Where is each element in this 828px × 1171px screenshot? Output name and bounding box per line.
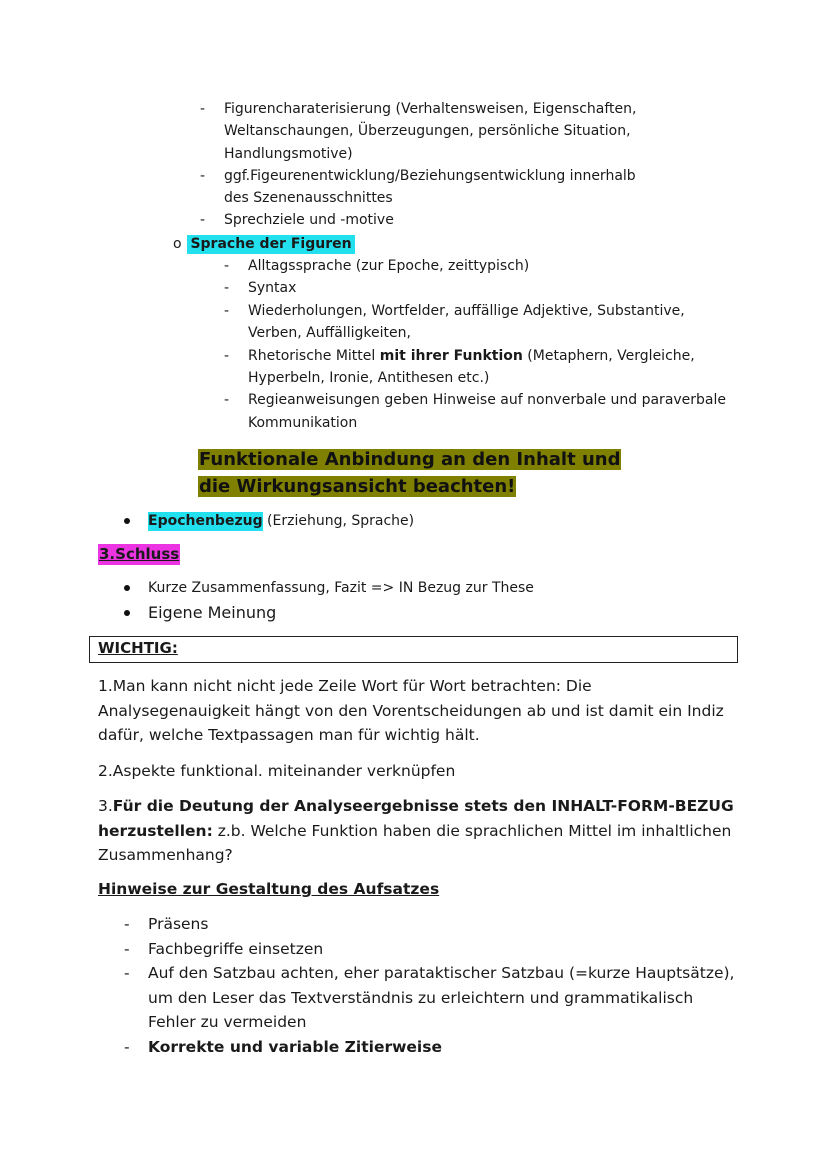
hinweise-list [148,912,738,1059]
sprache-heading [173,234,355,254]
schluss-heading [98,544,180,565]
list-item [248,345,728,390]
item-text: Rhetorische Mittel [248,347,380,364]
list-item [148,1035,738,1060]
item-bold-text: mit ihrer Funktion [379,347,523,364]
list-item: - Syntax [248,277,728,299]
list-item: - Sprechziele und -motive [224,209,654,231]
wichtig-paragraph-1: 1.Man kann nicht nicht jede Zeile Wort für Wort betrachten: Die Analysegenauigkeit hängt von den Vorentscheidungen ab und ist damit ein Indiz dafür, welche Textpassagen man für wichtig hält. [98,677,724,744]
character-analysis-list [224,98,654,232]
bullet-icon [124,518,130,524]
list-item: - Alltagssprache (zur Epoche, zeittypisch) [248,255,728,277]
paragraph-bold-text: Für die Deutung der Analyseergebnisse stets den INHALT-FORM-BEZUG herzustellen: [98,797,734,840]
item-text: (Metaphern, Vergleiche, Hyperbeln, Ironie, Antithesen etc.) [248,347,695,387]
circle-bullet-icon: o [173,236,182,252]
list-item: - ggf.Figeurenentwicklung/Beziehungsentwicklung innerhalb des Szenenausschnittes [224,165,654,210]
callout-text: Funktionale Anbindung an den Inhalt und die Wirkungsansicht beachten! [199,449,621,497]
epoche-label: Epochenbezug [148,513,263,529]
epoche-rest: (Erziehung, Sprache) [262,513,415,529]
hinweise-heading: Hinweise zur Gestaltung des Aufsatzes [98,880,440,898]
bullet-icon [124,585,130,591]
schluss-heading-text: 3.Schluss [99,545,180,563]
list-item: - Regieanweisungen geben Hinweise auf nonverbale und paraverbale Kommunikation [248,389,728,434]
list-item: - Präsens [148,912,738,937]
paragraph-text: z.b. Welche Funktion haben die sprachlichen Mittel im inhaltlichen Zusammenhang? [98,821,732,864]
bullet-icon [124,610,130,616]
wichtig-box [89,636,738,663]
sprache-list [248,255,728,434]
sprache-heading-text: Sprache der Figuren [189,235,354,254]
list-item: - Fachbegriffe einsetzen [148,937,738,962]
paragraph-number: 3. [98,797,113,815]
wichtig-paragraph-3 [98,794,738,868]
list-item: - Auf den Satzbau achten, eher parataktischer Satzbau (=kurze Hauptsätze), um den Leser das Textverständnis zu erleichtern und grammatikalisch Fehler zu vermeiden [148,961,738,1035]
item-text: Eigene Meinung [148,603,277,622]
item-bold-text: Korrekte und variable Zitierweise [148,1037,442,1056]
epoche-text [148,510,414,532]
list-item: - Figurencharaterisierung (Verhaltensweisen, Eigenschaften, Weltanschaungen, Überzeugungen, persönliche Situation, Handlungsmotive) [224,98,654,165]
list-item: - Wiederholungen, Wortfelder, auffällige Adjektive, Substantive, Verben, Auffälligkeiten, [248,300,728,345]
wichtig-heading: WICHTIG: [98,639,178,657]
wichtig-paragraph-2: 2.Aspekte funktional. miteinander verknüpfen [98,762,456,780]
item-text: Kurze Zusammenfassung, Fazit => IN Bezug zur These [148,580,534,596]
callout-box [198,446,628,500]
